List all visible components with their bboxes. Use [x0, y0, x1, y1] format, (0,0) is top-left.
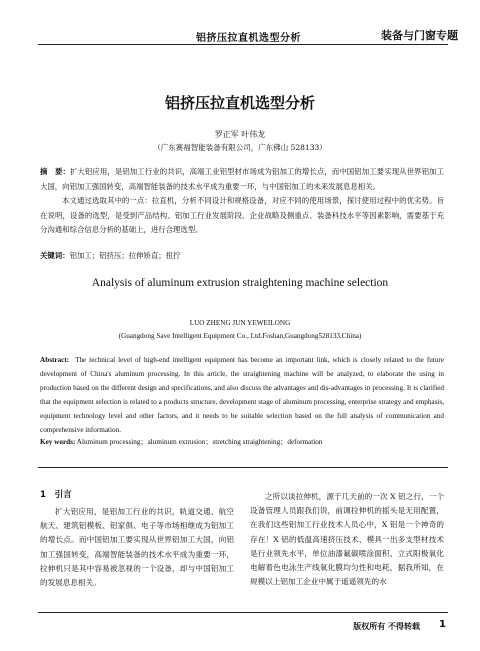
keywords-en [40, 437, 322, 447]
body-column-left: 扩大铝应用，是铝加工行业的共识，轨道交通、航空航天、建筑铝模板、铝家俱、电子等市场相继成为铝加工的增长点。而中国铝加工要实现从世界铝加工大国，向铝加工强国转变，高端智能装备的技术水平成为重要一环，拉伸机只是其中容易被忽视的一个设备，却与中国铝加工的发展息息相关。 [40, 507, 234, 588]
copyright-notice: 版权所有 不得转载 [353, 622, 420, 631]
keywords-cn-label: 关键词： [40, 251, 70, 260]
abstract-cn-label: 摘 要： [40, 167, 70, 176]
abstract-en-text: The technical level of high-end intelligent equipment has become an important link, which is closely related to the future development of China's aluminum processing. In this article, the straightening machine will be analyzed, to elaborate the using in production based on the different design and specifications, and also discuss the advantages and dis-advantages in processing. It is clarified that the equipment selection is related to a products structure, development stage of aluminum processing, enterprise strategy and emphasis, equipment technology level and other factors, and it needs to be suitable selection based on the full analysis of communication and comprehensive information. [40, 356, 445, 435]
paper-title-en: Analysis of aluminum extrusion straightening machine selection [91, 277, 389, 289]
page-number: 1 [439, 619, 446, 630]
abstract-cn-text: 扩大铝应用，是铝加工行业的共识，高端工业铝型材市场成为铝加工的增长点，而中国铝加工要实现从世界铝加工大国，向铝加工强国转变，高端智能装备的技术水平成为重要一环，与中国铝加工的未来发展息息相关。 [40, 167, 444, 191]
keywords-en-text: Aluminum processing；aluminum extrusion；stretching straightening；deformation [76, 438, 323, 446]
section-heading: 1 引言 [40, 490, 72, 500]
affiliation-cn: （广东赛福智能装备有限公司，广东佛山 528133） [153, 143, 327, 152]
keywords-cn [40, 250, 180, 261]
abstract-cn [40, 165, 444, 238]
keywords-en-label: Key words: [40, 438, 76, 446]
authors-en: LUO ZHENG JUN YEWEILONG [189, 319, 291, 327]
running-header-section: 装备与门窗专题 [381, 29, 458, 42]
footer-rule [38, 612, 448, 613]
authors-cn: 罗正军 叶伟龙 [214, 130, 266, 139]
abstract-en [40, 353, 444, 438]
running-header-title: 铝挤压拉直机选型分析 [196, 33, 301, 44]
affiliation-en: (Guangdong Save Intelligent Equipment Co., Ltd.Foshan,Guangdong528133,China) [118, 332, 362, 340]
header-rule [38, 44, 448, 45]
keywords-cn-text: 铝加工；铝挤压；拉伸矫直；扭拧 [69, 251, 181, 260]
abstract-cn-text2: 本文通过选取其中的一点：拉直机，分析不同设计和规格设备，对应不同的使用场景，探讨使用过程中的优劣势。旨在说明，设备的选型，是受到产品结构、铝加工行业发展阶段、企业战略及侧重点、装备科技水平等因素影响，需要基于充分沟通和综合信息分析的基础上，进行合理选型。 [40, 196, 444, 234]
body-column-right: 之所以谈拉伸机，源于几天前的一次 X 铝之行，一个设备管理人员跟我们说，前调拉伸机的摇头是无用配置，在我们这些铝加工行业技术人员心中，X 铝是一个神奇的存在！X 铝的低温高速挤压技术、模具一出多支型材技术是行业领先水平，单位油漆氟碳喷涂面积、立式阳极氧化电解着色电泳生产线氧化膜均匀性和电耗，据我所知，在规模以上铝加工企业中属于遥遥领先的水 [250, 492, 444, 587]
paper-title-cn: 铝挤压拉直机选型分析 [164, 94, 315, 112]
abstract-en-label: Abstract: [40, 356, 70, 364]
section-divider [38, 467, 448, 468]
